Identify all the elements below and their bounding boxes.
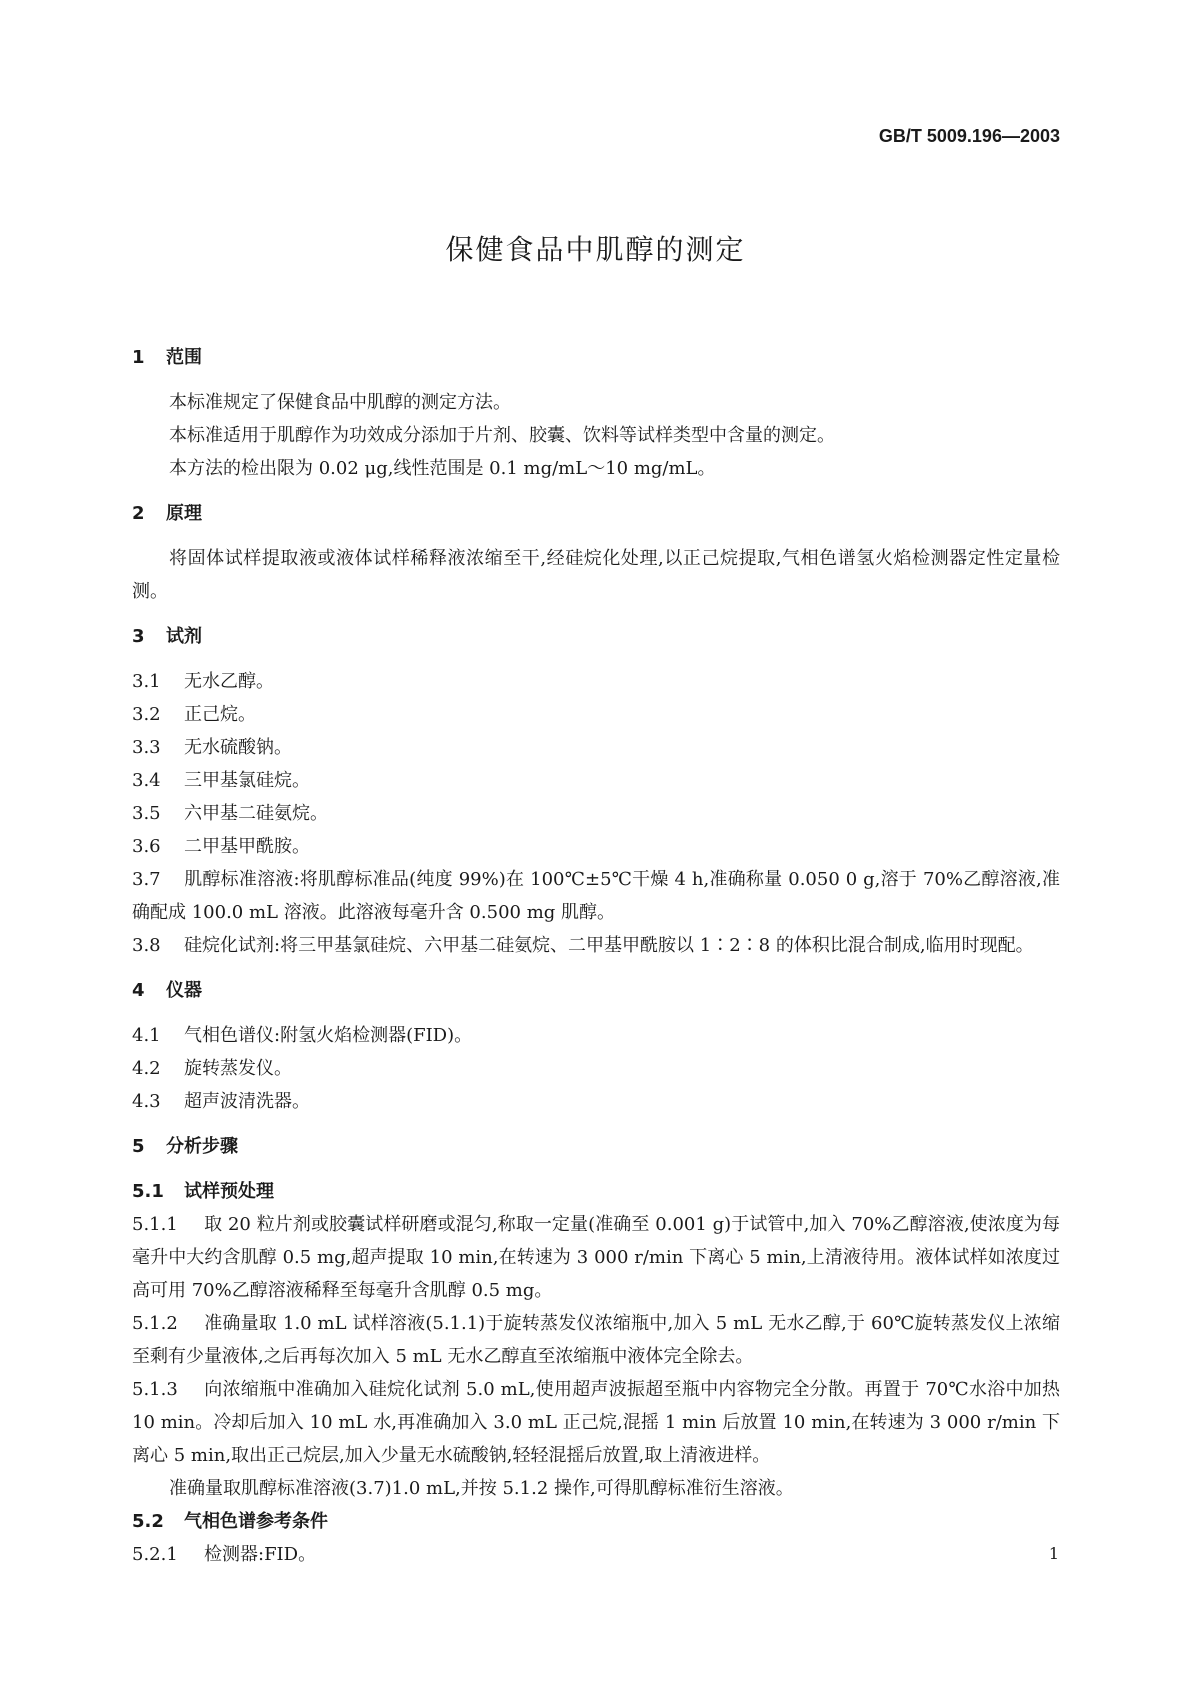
list-item: 4.1 气相色谱仪:附氢火焰检测器(FID)。 bbox=[132, 1025, 473, 1046]
paragraph: 将固体试样提取液或液体试样稀释液浓缩至干,经硅烷化处理,以正己烷提取,气相色谱氢火焰检测器定性定量检测。 bbox=[132, 548, 1060, 602]
paragraph: 本标准适用于肌醇作为功效成分添加于片剂、胶囊、饮料等试样类型中含量的测定。 bbox=[169, 425, 835, 446]
list-item: 3.1 无水乙醇。 bbox=[132, 671, 274, 692]
list-item: 3.5 六甲基二硅氨烷。 bbox=[132, 803, 328, 824]
page-number: 1 bbox=[1048, 1544, 1059, 1563]
list-item: 3.2 正己烷。 bbox=[132, 704, 256, 725]
paragraph: 本方法的检出限为 0.02 μg,线性范围是 0.1 mg/mL～10 mg/mL。 bbox=[169, 458, 716, 479]
section-heading-3: 3 试剂 bbox=[132, 626, 202, 647]
section-heading-5: 5 分析步骤 bbox=[132, 1136, 238, 1157]
subsection-heading-5-2: 5.2 气相色谱参考条件 bbox=[132, 1511, 328, 1532]
section-heading-4: 4 仪器 bbox=[132, 980, 202, 1001]
list-item: 3.8 硅烷化试剂:将三甲基氯硅烷、六甲基二硅氨烷、二甲基甲酰胺以 1∶2∶8 的体积比混合制成,临用时现配。 bbox=[132, 935, 1034, 956]
paragraph: 准确量取肌醇标准溶液(3.7)1.0 mL,并按 5.1.2 操作,可得肌醇标准衍生溶液。 bbox=[169, 1478, 794, 1499]
list-item: 3.7 肌醇标准溶液:将肌醇标准品(纯度 99%)在 100℃±5℃干燥 4 h,准确称量 0.050 0 g,溶于 70%乙醇溶液,准确配成 100.0 mL 溶液。此溶液每毫升含 0.500 mg 肌醇。 bbox=[132, 869, 1060, 923]
document-title: 保健食品中肌醇的测定 bbox=[445, 233, 746, 266]
list-item: 4.3 超声波清洗器。 bbox=[132, 1091, 310, 1112]
subsection-heading-5-1: 5.1 试样预处理 bbox=[132, 1181, 274, 1202]
list-item: 5.2.1 检测器:FID。 bbox=[132, 1544, 317, 1565]
list-item: 5.1.3 向浓缩瓶中准确加入硅烷化试剂 5.0 mL,使用超声波振超至瓶中内容物完全分散。再置于 70℃水浴中加热 10 min。冷却后加入 10 mL 水,再准确加入 3.0 mL 正己烷,混摇 1 min 后放置 10 min,在转速为 3 000 r/min 下离心 5 min,取出正己烷层,加入少量无水硫酸钠,轻轻混摇后放置,取上清液进样。 bbox=[132, 1379, 1060, 1466]
list-item: 3.3 无水硫酸钠。 bbox=[132, 737, 292, 758]
document-body bbox=[132, 329, 1060, 1571]
list-item: 4.2 旋转蒸发仪。 bbox=[132, 1058, 292, 1079]
list-item: 5.1.1 取 20 粒片剂或胶囊试样研磨或混匀,称取一定量(准确至 0.001 g)于试管中,加入 70%乙醇溶液,使浓度为每毫升中大约含肌醇 0.5 mg,超声提取 10 min,在转速为 3 000 r/min 下离心 5 min,上清液待用。液体试样如浓度过高可用 70%乙醇溶液稀释至每毫升含肌醇 0.5 mg。 bbox=[132, 1214, 1060, 1301]
list-item: 3.4 三甲基氯硅烷。 bbox=[132, 770, 310, 791]
section-heading-2: 2 原理 bbox=[132, 503, 202, 524]
section-heading-1: 1 范围 bbox=[132, 347, 202, 368]
standard-code: GB/T 5009.196—2003 bbox=[878, 126, 1060, 146]
list-item: 3.6 二甲基甲酰胺。 bbox=[132, 836, 310, 857]
list-item: 5.1.2 准确量取 1.0 mL 试样溶液(5.1.1)于旋转蒸发仪浓缩瓶中,加入 5 mL 无水乙醇,于 60℃旋转蒸发仪上浓缩至剩有少量液体,之后再每次加入 5 mL 无水乙醇直至浓缩瓶中液体完全除去。 bbox=[132, 1313, 1060, 1367]
paragraph: 本标准规定了保健食品中肌醇的测定方法。 bbox=[169, 392, 511, 413]
